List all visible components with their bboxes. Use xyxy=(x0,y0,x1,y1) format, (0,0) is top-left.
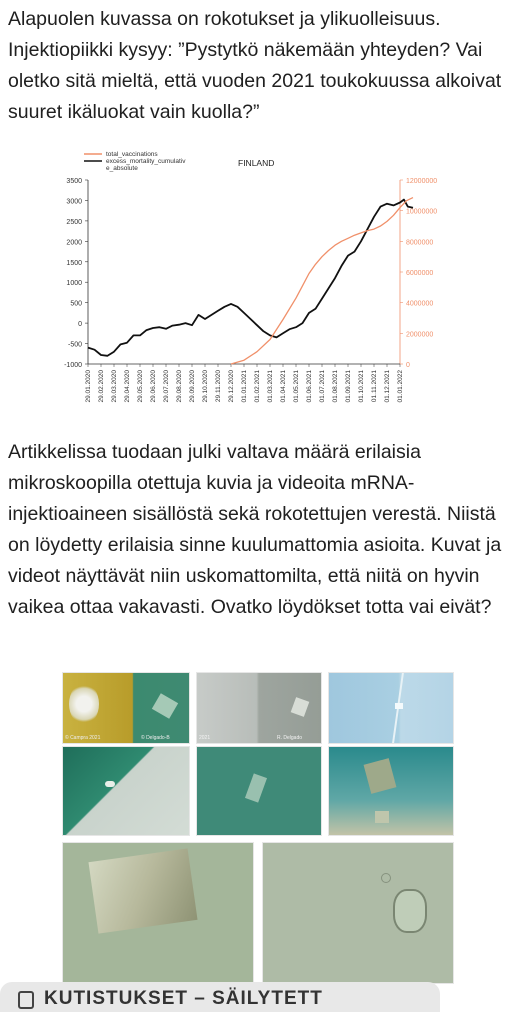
x-tick-label: 29.11.2020 xyxy=(215,370,222,403)
x-tick-label: 29.05.2020 xyxy=(137,370,144,403)
x-tick-label: 01.02.2021 xyxy=(254,370,261,403)
y-left-tick-label: 3500 xyxy=(66,178,82,185)
x-tick-label: 29.06.2020 xyxy=(150,370,157,403)
x-tick-label: 29.12.2020 xyxy=(228,370,235,403)
series-line-total_vaccinations xyxy=(231,198,413,364)
microscope-image-2: 2021 R. Delgado xyxy=(196,672,322,744)
microscope-image-7 xyxy=(62,842,254,984)
x-tick-label: 29.08.2020 xyxy=(176,370,183,403)
article-paragraph: Artikkelissa tuodaan julki valtava määrä erilaisia mikroskoopilla otettuja kuvia ja videoita mRNA-injektioaineen sisällöstä sekä rokotettujen verestä. Niistä on löydetty erilaisia sinne kuulumattomia asioita. Kuvat ja videot näyttävät niin uskomattomilta, että niitä on hyvin vaikea ottaa vakavasti. Ovatko löydökset totta vai eivät? xyxy=(8,441,502,618)
y-right-tick-label: 6000000 xyxy=(406,270,434,277)
excess-mortality-chart xyxy=(30,148,438,410)
x-tick-label: 29.07.2020 xyxy=(163,370,170,403)
y-left-tick-label: 2000 xyxy=(66,239,82,247)
y-left-tick-label: -1000 xyxy=(64,362,82,369)
microscope-image-8 xyxy=(262,842,454,984)
x-tick-label: 01.07.2021 xyxy=(319,370,326,403)
x-tick-label: 29.02.2020 xyxy=(98,370,105,403)
microscope-image-3 xyxy=(328,672,454,744)
x-tick-label: 01.01.2022 xyxy=(397,370,404,403)
bottom-bar-label: KUTISTUKSET – SÄILYTETT xyxy=(44,988,323,1009)
x-tick-label: 29.03.2020 xyxy=(111,370,118,403)
x-tick-label: 01.05.2021 xyxy=(293,370,300,403)
y-left-tick-label: 500 xyxy=(70,300,82,308)
chart-title: FINLAND xyxy=(238,158,275,168)
x-tick-label: 01.01.2021 xyxy=(241,370,248,403)
y-right-tick-label: 10000000 xyxy=(406,208,438,216)
x-tick-label: 01.09.2021 xyxy=(345,370,352,403)
y-right-tick-label: 12000000 xyxy=(406,178,438,185)
legend-item-mortality: excess_mortality_cumulativ xyxy=(106,158,186,165)
y-right-tick-label: 0 xyxy=(406,362,410,369)
x-tick-label: 29.04.2020 xyxy=(124,370,131,403)
series-line-excess_mortality_cumulative_absolute xyxy=(88,200,413,356)
y-left-tick-label: 3000 xyxy=(66,198,82,206)
x-tick-label: 01.03.2021 xyxy=(267,370,274,403)
microscope-image-4 xyxy=(62,746,190,836)
x-tick-label: 29.09.2020 xyxy=(189,370,196,403)
y-right-tick-label: 4000000 xyxy=(406,300,434,308)
microscope-image-1: © Campra 2021 © Delgado-B xyxy=(62,672,190,744)
microscope-image-6 xyxy=(328,746,454,836)
x-tick-label: 01.10.2021 xyxy=(358,370,365,403)
microscope-image-5 xyxy=(196,746,322,836)
x-tick-label: 01.04.2021 xyxy=(280,370,287,403)
x-tick-label: 29.01.2020 xyxy=(85,370,92,403)
x-tick-label: 29.10.2020 xyxy=(202,370,209,403)
y-left-tick-label: 1000 xyxy=(66,280,82,288)
legend-item-mortality-cont: e_absolute xyxy=(106,165,138,172)
y-right-tick-label: 8000000 xyxy=(406,239,434,247)
y-left-tick-label: 0 xyxy=(78,321,82,329)
x-tick-label: 01.08.2021 xyxy=(332,370,339,403)
y-left-tick-label: -500 xyxy=(67,341,82,349)
y-left-tick-label: 1500 xyxy=(66,259,82,267)
x-tick-label: 01.12.2021 xyxy=(384,370,391,403)
legend-item-vaccinations: total_vaccinations xyxy=(106,151,158,158)
document-icon xyxy=(18,991,34,1009)
bottom-bar[interactable] xyxy=(0,982,440,1012)
x-tick-label: 01.06.2021 xyxy=(306,370,313,403)
x-tick-label: 01.11.2021 xyxy=(371,370,378,403)
y-right-tick-label: 2000000 xyxy=(406,331,434,339)
y-left-tick-label: 2500 xyxy=(66,218,82,226)
intro-paragraph: Alapuolen kuvassa on rokotukset ja ylikuolleisuus. Injektiopiikki kysyy: ”Pystytkö näkemään yhteyden? Vai oletko sitä mieltä, että vuoden 2021 toukokuussa alkoivat suuret ikäluokat vain kuolla?” xyxy=(8,8,502,123)
